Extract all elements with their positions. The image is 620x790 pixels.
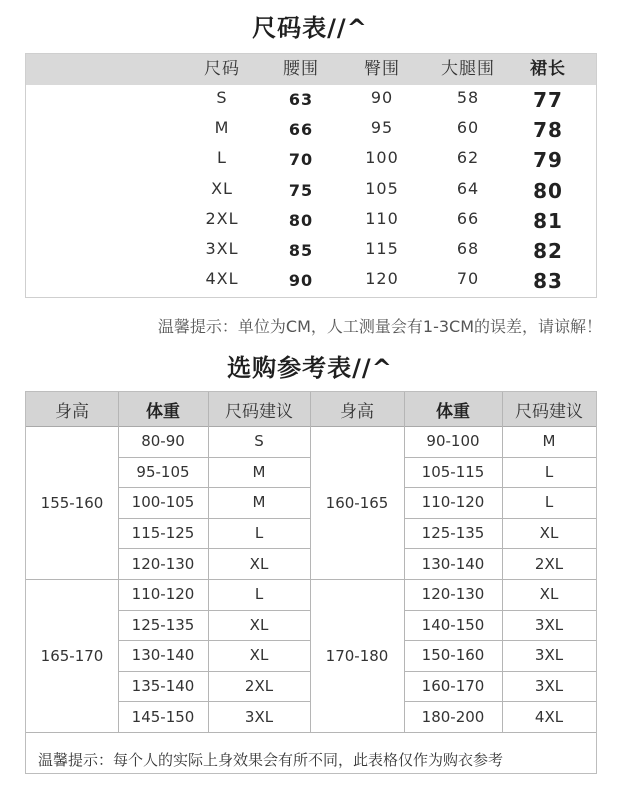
size-value: 83 — [533, 269, 563, 294]
size-value: 79 — [533, 148, 563, 173]
size-label: XL — [211, 178, 233, 198]
size-col-header: 臀围 — [364, 59, 400, 79]
size-label: 4XL — [205, 269, 239, 289]
row-divider — [404, 671, 596, 672]
size-advice-right: XL — [539, 524, 559, 543]
size-advice-left: L — [254, 524, 264, 543]
weight-left: 120-130 — [131, 554, 195, 573]
size-value: 80 — [533, 178, 563, 203]
weight-right: 130-140 — [421, 554, 485, 573]
weight-right: 180-200 — [421, 707, 485, 726]
size-value: 90 — [288, 271, 314, 291]
purchase-guide-title: 选购参考表//^ — [227, 354, 393, 382]
size-label: M — [214, 118, 230, 138]
height-range-right: 160-165 — [325, 493, 389, 512]
size-value: 82 — [533, 239, 563, 263]
size-advice-left: S — [254, 432, 264, 451]
size-advice-left: XL — [249, 615, 269, 634]
size-advice-right: 4XL — [534, 707, 564, 726]
size-advice-left: M — [252, 462, 266, 481]
weight-right: 120-130 — [421, 585, 485, 604]
row-divider — [118, 640, 310, 641]
size-label: 3XL — [205, 239, 239, 258]
size-value: 70 — [456, 269, 480, 289]
size-label: L — [217, 148, 227, 168]
size-value: 90 — [370, 88, 394, 107]
guide-col-header: 尺码建议 — [515, 401, 583, 422]
size-advice-left: M — [252, 493, 266, 512]
weight-right: 160-170 — [421, 677, 485, 696]
size-advice-left: XL — [249, 554, 269, 573]
size-col-header: 腰围 — [283, 59, 319, 79]
guide-col-header: 身高 — [55, 401, 89, 422]
size-advice-left: 3XL — [244, 707, 274, 726]
size-value: 70 — [288, 150, 314, 170]
height-range-left: 155-160 — [40, 493, 104, 512]
guide-col-header: 体重 — [146, 401, 180, 422]
size-value: 95 — [370, 118, 394, 138]
row-divider — [118, 701, 310, 702]
size-value: 115 — [365, 239, 399, 258]
size-advice-right: L — [544, 493, 554, 512]
size-advice-right: M — [542, 432, 556, 451]
size-advice-left: 2XL — [244, 677, 274, 696]
guide-col-header: 尺码建议 — [225, 401, 293, 422]
row-divider — [404, 487, 596, 488]
size-value: 100 — [365, 148, 399, 168]
weight-right: 140-150 — [421, 615, 485, 634]
purchase-guide-tip: 温馨提示：每个人的实际上身效果会有所不同，此表格仅作为购衣参考 — [38, 751, 504, 769]
weight-left: 125-135 — [131, 615, 195, 634]
size-value: 58 — [456, 88, 480, 107]
size-value: 66 — [288, 120, 314, 140]
size-value: 64 — [456, 178, 480, 198]
row-divider — [118, 671, 310, 672]
row-divider — [118, 457, 310, 458]
guide-col-header: 身高 — [340, 401, 374, 422]
size-value: 120 — [365, 269, 399, 289]
size-label: 2XL — [205, 208, 239, 228]
weight-right: 125-135 — [421, 524, 485, 543]
size-col-header: 尺码 — [204, 59, 240, 79]
purchase-guide-table — [25, 391, 597, 774]
row-divider — [404, 548, 596, 549]
size-value: 110 — [365, 208, 399, 228]
weight-right: 110-120 — [421, 493, 485, 512]
size-advice-left: XL — [249, 646, 269, 665]
weight-left: 95-105 — [136, 462, 190, 481]
size-value: 66 — [456, 208, 480, 228]
size-label: S — [216, 88, 228, 107]
height-range-left: 165-170 — [40, 646, 104, 665]
size-value: 75 — [288, 180, 314, 200]
weight-right: 90-100 — [426, 432, 480, 451]
size-value: 68 — [456, 239, 480, 258]
size-chart-table — [25, 53, 597, 298]
row-divider — [404, 518, 596, 519]
weight-left: 100-105 — [131, 493, 195, 512]
row-divider — [404, 701, 596, 702]
weight-left: 130-140 — [131, 646, 195, 665]
row-divider — [118, 487, 310, 488]
size-advice-right: 3XL — [534, 646, 564, 665]
size-value: 105 — [365, 178, 399, 198]
weight-right: 105-115 — [421, 462, 485, 481]
size-col-header: 裙长 — [530, 59, 566, 79]
weight-left: 110-120 — [131, 585, 195, 604]
size-col-header: 大腿围 — [441, 59, 495, 79]
size-chart-tip: 温馨提示：单位为CM，人工测量会有1-3CM的误差，请谅解！ — [157, 317, 602, 336]
guide-col-header: 体重 — [436, 401, 470, 422]
size-advice-right: XL — [539, 585, 559, 604]
row-divider — [404, 640, 596, 641]
size-value: 62 — [456, 148, 480, 168]
size-value: 63 — [288, 90, 314, 109]
row-divider — [118, 518, 310, 519]
size-advice-right: 3XL — [534, 677, 564, 696]
weight-left: 115-125 — [131, 524, 195, 543]
row-divider — [118, 548, 310, 549]
size-advice-right: L — [544, 462, 554, 481]
row-divider — [404, 610, 596, 611]
size-value: 60 — [456, 118, 480, 138]
size-value: 78 — [533, 118, 563, 143]
size-value: 80 — [288, 210, 314, 230]
group-divider — [26, 732, 596, 733]
size-advice-right: 3XL — [534, 615, 564, 634]
weight-right: 150-160 — [421, 646, 485, 665]
height-range-right: 170-180 — [325, 646, 389, 665]
row-divider — [118, 610, 310, 611]
weight-left: 135-140 — [131, 677, 195, 696]
weight-left: 80-90 — [141, 432, 185, 451]
size-advice-right: 2XL — [534, 554, 564, 573]
size-value: 85 — [288, 241, 314, 260]
size-value: 81 — [533, 208, 563, 233]
row-divider — [404, 457, 596, 458]
weight-left: 145-150 — [131, 707, 195, 726]
size-advice-left: L — [254, 585, 264, 604]
size-value: 77 — [533, 88, 563, 112]
size-chart-title: 尺码表//^ — [252, 14, 368, 42]
